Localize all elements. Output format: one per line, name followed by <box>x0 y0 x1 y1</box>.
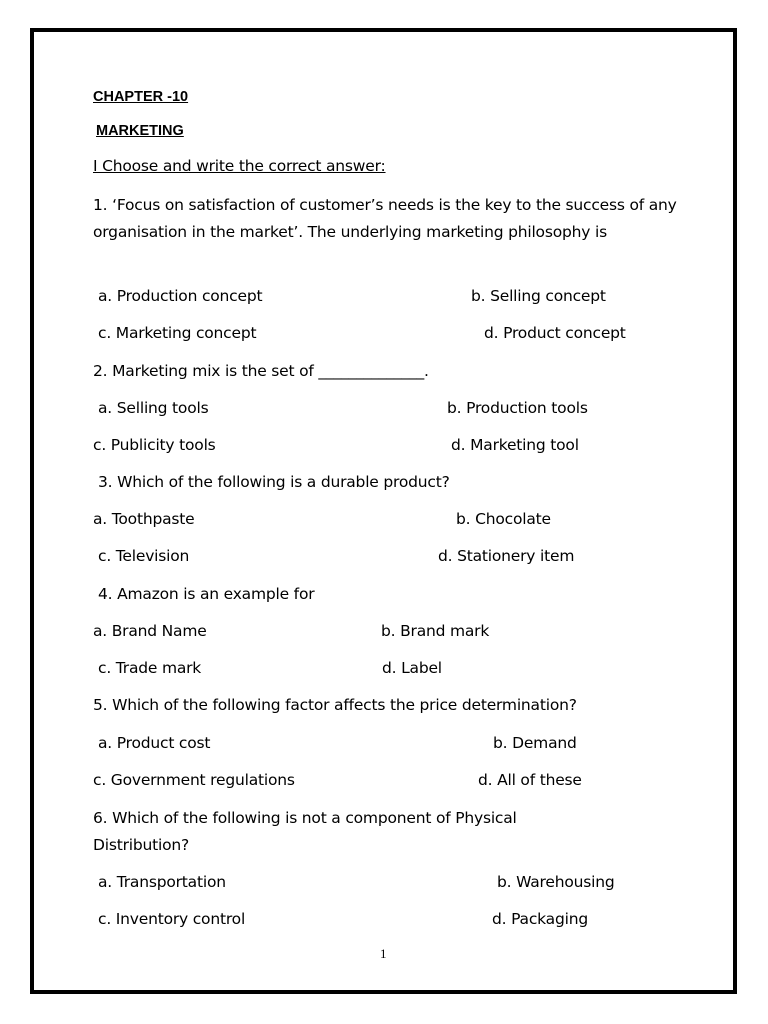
question-1-option-a: a. Production concept <box>98 287 263 305</box>
question-4-option-b: b. Brand mark <box>381 622 490 640</box>
question-1-option-c: c. Marketing concept <box>98 324 257 342</box>
chapter-heading: CHAPTER -10 <box>93 89 189 105</box>
question-2-option-b: b. Production tools <box>447 399 588 417</box>
question-3-text: 3. Which of the following is a durable product? <box>98 473 450 491</box>
question-2-text: 2. Marketing mix is the set of ______________. <box>93 362 429 380</box>
page-number: 1 <box>380 946 387 961</box>
question-1-text: 1. ‘Focus on satisfaction of customer’s needs is the key to the success of any organisation in the market’. The underlying marketing philosophy is <box>93 196 677 241</box>
question-6-text: 6. Which of the following is not a component of Physical Distribution? <box>93 809 517 854</box>
question-3-option-b: b. Chocolate <box>456 510 551 528</box>
question-5-option-d: d. All of these <box>478 771 582 789</box>
question-5-option-c: c. Government regulations <box>93 771 295 789</box>
question-3-option-d: d. Stationery item <box>438 547 575 565</box>
question-2-option-a: a. Selling tools <box>98 399 209 417</box>
question-3-option-c: c. Television <box>98 547 190 565</box>
question-2-option-c: c. Publicity tools <box>93 436 216 454</box>
instruction-text: I Choose and write the correct answer: <box>93 157 386 175</box>
question-4-option-d: d. Label <box>382 659 442 677</box>
question-5-option-a: a. Product cost <box>98 734 211 752</box>
question-2-option-d: d. Marketing tool <box>451 436 579 454</box>
question-5-option-b: b. Demand <box>493 734 577 752</box>
question-6-option-c: c. Inventory control <box>98 910 246 928</box>
question-4-text: 4. Amazon is an example for <box>98 585 315 603</box>
question-6-option-d: d. Packaging <box>492 910 588 928</box>
question-3-option-a: a. Toothpaste <box>93 510 195 528</box>
question-4-option-c: c. Trade mark <box>98 659 202 677</box>
question-5-text: 5. Which of the following factor affects the price determination? <box>93 696 577 714</box>
question-1-option-b: b. Selling concept <box>471 287 606 305</box>
question-1-option-d: d. Product concept <box>484 324 626 342</box>
question-6-option-a: a. Transportation <box>98 873 226 891</box>
subject-heading: MARKETING <box>96 123 184 139</box>
question-4-option-a: a. Brand Name <box>93 622 207 640</box>
question-6-option-b: b. Warehousing <box>497 873 615 891</box>
